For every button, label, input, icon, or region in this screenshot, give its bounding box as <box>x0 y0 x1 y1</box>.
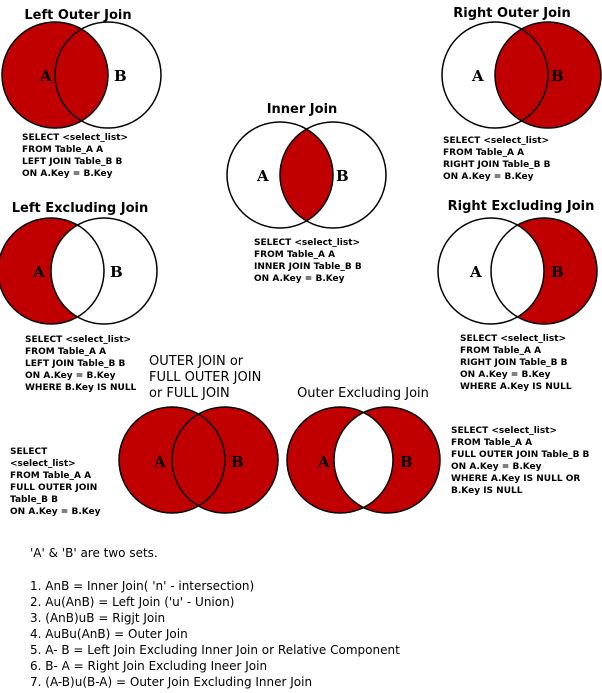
sql-line: SELECT <select_list> <box>25 335 132 345</box>
sql-line: ON A.Key = B.Key <box>460 370 551 380</box>
note-item: 6. B- A = Right Join Excluding Ineer Join <box>30 659 268 673</box>
left-excluding-join-title: Left Excluding Join <box>11 201 149 216</box>
sql-line: SELECT <select_list> <box>22 133 129 143</box>
sql-line: FROM Table_A A <box>25 347 107 357</box>
right-excluding-join-diagram <box>438 199 597 392</box>
notes-intro: 'A' & 'B' are two sets. <box>30 546 158 560</box>
set-notes <box>30 546 404 689</box>
sql-line: FROM Table_A A <box>443 148 525 158</box>
sql-line: SELECT <select_list> <box>443 136 550 146</box>
title-line: OUTER JOIN or <box>149 354 244 369</box>
title-line: or FULL JOIN <box>149 386 230 401</box>
sql-line: ON A.Key = B.Key <box>443 172 534 182</box>
sql-line: FULL OUTER JOIN Table_B B <box>451 450 590 460</box>
sql-line: FROM Table_A A <box>254 250 336 260</box>
outer-excluding-join-diagram <box>287 386 593 513</box>
sql-line: ON A.Key = B.Key <box>451 462 542 472</box>
note-item: 2. Au(AnB) = Left Join ('u' - Union) <box>30 595 235 609</box>
sql-line: ON A.Key = B.Key <box>25 371 116 381</box>
sql-query <box>25 335 137 393</box>
sql-line: RIGHT JOIN Table_B B <box>460 358 568 368</box>
sql-line: B.Key IS NULL <box>451 486 523 496</box>
set-a-label: A <box>318 453 330 471</box>
note-item: 4. AuBu(AnB) = Outer Join <box>30 627 188 641</box>
sql-line: ON A.Key = B.Key <box>254 274 345 284</box>
sql-query <box>22 133 131 179</box>
sql-line: <select_list> <box>10 459 76 469</box>
full-outer-join-title <box>149 354 265 401</box>
title-line: FULL OUTER JOIN <box>149 370 262 385</box>
note-item: 3. (AnB)uB = Rigjt Join <box>30 611 166 625</box>
sql-line: FROM Table_A A <box>460 346 542 356</box>
sql-line: FROM Table_A A <box>22 145 104 155</box>
sql-line: RIGHT JOIN Table_B B <box>443 160 551 170</box>
sql-query <box>451 426 593 496</box>
notes-list <box>30 579 404 689</box>
set-b-label: B <box>114 67 127 85</box>
set-b-label: B <box>110 263 123 281</box>
left-outer-join-diagram <box>2 8 161 179</box>
set-b-label: B <box>551 67 564 85</box>
outer-excluding-join-title: Outer Excluding Join <box>297 386 429 401</box>
right-outer-join-title: Right Outer Join <box>453 6 571 21</box>
note-item: 5. A- B = Left Join Excluding Inner Join or Relative Component <box>30 643 400 657</box>
set-a-label: A <box>470 263 482 281</box>
sql-line: ON A.Key = B.Key <box>10 507 101 517</box>
set-b-label: B <box>551 263 564 281</box>
sql-line: Table_B B <box>10 495 59 505</box>
note-item: 7. (A-B)u(B-A) = Outer Join Excluding Inner Join <box>30 675 313 689</box>
sql-line: FULL OUTER JOIN <box>10 483 98 493</box>
inner-join-title: Inner Join <box>266 102 338 117</box>
sql-line: FROM Table_A A <box>451 438 533 448</box>
set-b-label: B <box>400 453 413 471</box>
sql-line: LEFT JOIN Table_B B <box>22 157 123 167</box>
left-outer-join-title: Left Outer Join <box>24 8 132 23</box>
set-a-label: A <box>33 263 45 281</box>
sql-line: SELECT <select_list> <box>451 426 558 436</box>
note-item: 1. AnB = Inner Join( 'n' - intersection) <box>30 579 255 593</box>
sql-line: SELECT <select_list> <box>460 334 567 344</box>
inner-join-diagram <box>227 102 386 284</box>
sql-line: SELECT <box>10 447 48 457</box>
sql-line: WHERE A.Key IS NULL OR <box>451 474 581 484</box>
sql-line: ON A.Key = B.Key <box>22 169 113 179</box>
set-a-label: A <box>40 67 52 85</box>
sql-line: INNER JOIN Table_B B <box>254 262 362 272</box>
set-a-label: A <box>154 453 166 471</box>
set-a-label: A <box>257 167 269 185</box>
sql-line: FROM Table_A A <box>10 471 92 481</box>
right-outer-join-diagram <box>442 6 601 182</box>
sql-line: WHERE A.Key IS NULL <box>460 382 572 392</box>
sql-query <box>443 136 554 182</box>
left-excluding-join-diagram <box>0 201 157 393</box>
sql-query <box>460 334 572 392</box>
set-a-label: A <box>472 67 484 85</box>
sql-line: WHERE B.Key IS NULL <box>25 383 137 393</box>
set-b-label: B <box>231 453 244 471</box>
sql-line: SELECT <select_list> <box>254 238 361 248</box>
sql-line: LEFT JOIN Table_B B <box>25 359 126 369</box>
sql-query <box>10 447 101 517</box>
right-excluding-join-title: Right Excluding Join <box>447 199 595 214</box>
sql-query <box>254 238 365 284</box>
set-b-label: B <box>336 167 349 185</box>
